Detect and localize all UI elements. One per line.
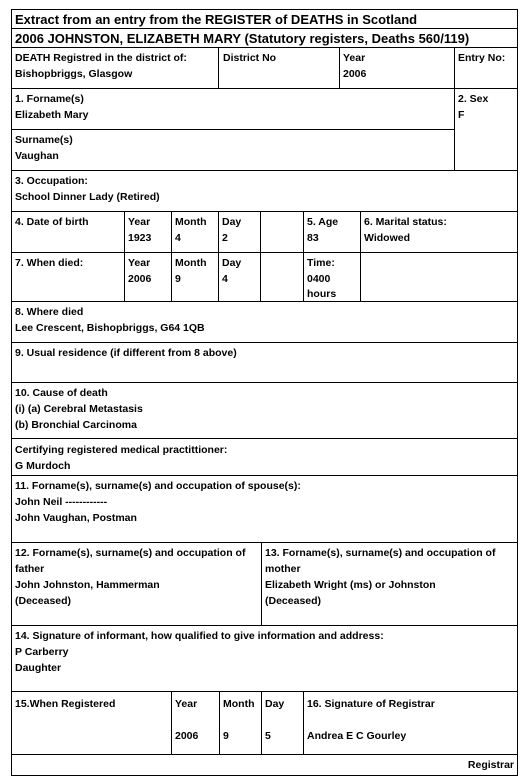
where-died-cell bbox=[11, 301, 518, 343]
time-cell bbox=[303, 252, 361, 302]
surname-label: Surname(s) bbox=[15, 134, 73, 146]
birth-month-value: 4 bbox=[175, 232, 181, 244]
registered-month-value: 9 bbox=[223, 730, 229, 742]
document-title: Extract from an entry from the REGISTER of DEATHS in Scotland bbox=[15, 12, 418, 27]
occupation-value: School Dinner Lady (Retired) bbox=[15, 191, 160, 203]
birth-label-cell bbox=[11, 211, 125, 253]
birth-year-value: 1923 bbox=[128, 232, 152, 244]
spouse-label: 11. Forname(s), surname(s) and occupation of spouse(s): bbox=[15, 480, 301, 492]
birth-year-cell bbox=[124, 211, 172, 253]
mother-label-line-2: mother bbox=[265, 563, 301, 575]
registered-day-label: Day bbox=[265, 698, 285, 710]
cause-label: 10. Cause of death bbox=[15, 387, 108, 399]
died-month-label: Month bbox=[175, 257, 207, 269]
marital-label: 6. Marital status: bbox=[364, 216, 447, 228]
died-month-value: 9 bbox=[175, 273, 181, 285]
birth-label: 4. Date of birth bbox=[15, 216, 89, 228]
cause-line-1: (i) (a) Cerebral Metastasis bbox=[15, 403, 143, 415]
registrar-name: Andrea E C Gourley bbox=[307, 730, 407, 742]
forename-label: 1. Forname(s) bbox=[15, 93, 84, 105]
died-year-value: 2006 bbox=[128, 273, 152, 285]
birth-month-label: Month bbox=[175, 216, 207, 228]
district-label: DEATH Registred in the district of: bbox=[15, 52, 187, 64]
mother-label-line-1: 13. Forname(s), surname(s) and occupation of bbox=[265, 547, 496, 559]
birth-day-value: 2 bbox=[222, 232, 228, 244]
residence-label: 9. Usual residence (if different from 8 above) bbox=[15, 347, 237, 359]
registrar-footer: Registrar bbox=[467, 759, 514, 771]
registered-month-label: Month bbox=[223, 698, 255, 710]
registered-year-value: 2006 bbox=[175, 730, 199, 742]
where-died-label: 8. Where died bbox=[15, 306, 84, 318]
mother-line-2: (Deceased) bbox=[265, 595, 322, 607]
occupation-label: 3. Occupation: bbox=[15, 175, 88, 187]
marital-cell bbox=[360, 211, 518, 253]
time-unit: hours bbox=[307, 288, 337, 300]
died-label: 7. When died: bbox=[15, 257, 84, 269]
registrar-signature-cell bbox=[303, 691, 518, 755]
died-day-label: Day bbox=[222, 257, 242, 269]
registered-day-cell bbox=[261, 691, 304, 755]
registered-label-cell bbox=[11, 691, 172, 755]
mother-line-1: Elizabeth Wright (ms) or Johnston bbox=[265, 579, 436, 591]
district-no-label: District No bbox=[223, 52, 277, 64]
reg-year-label: Year bbox=[343, 52, 366, 64]
forename-cell bbox=[11, 88, 455, 130]
died-day-value: 4 bbox=[222, 273, 228, 285]
time-label: Time: bbox=[307, 257, 335, 269]
registered-label: 15.When Registered bbox=[15, 698, 116, 710]
birth-month-cell bbox=[171, 211, 219, 253]
registrar-label: 16. Signature of Registrar bbox=[307, 698, 435, 710]
cause-line-2: (b) Bronchial Carcinoma bbox=[15, 419, 137, 431]
marital-value: Widowed bbox=[364, 232, 410, 244]
residence-cell bbox=[11, 342, 518, 383]
registered-year-label: Year bbox=[175, 698, 198, 710]
father-label-line-2: father bbox=[15, 563, 45, 575]
birth-day-label: Day bbox=[222, 216, 242, 228]
surname-value: Vaughan bbox=[15, 150, 59, 162]
father-cell bbox=[11, 542, 262, 626]
registered-month-cell bbox=[219, 691, 262, 755]
where-died-value: Lee Crescent, Bishopbriggs, G64 1QB bbox=[15, 322, 205, 334]
died-month-cell bbox=[171, 252, 219, 302]
registered-day-value: 5 bbox=[265, 730, 271, 742]
died-blank-cell bbox=[260, 252, 304, 302]
sex-cell bbox=[454, 88, 518, 171]
certifying-value: G Murdoch bbox=[15, 460, 71, 472]
sex-label: 2. Sex bbox=[458, 93, 489, 105]
certifying-label: Certifying registered medical practittioner: bbox=[15, 444, 228, 456]
entry-no-cell bbox=[454, 47, 518, 89]
father-line-1: John Johnston, Hammerman bbox=[15, 579, 160, 591]
birth-blank-cell bbox=[260, 211, 304, 253]
reg-year-cell bbox=[339, 47, 455, 89]
mother-cell bbox=[261, 542, 518, 626]
document-subtitle: 2006 JOHNSTON, ELIZABETH MARY (Statutory registers, Deaths 560/119) bbox=[15, 31, 470, 46]
father-label-line-1: 12. Forname(s), surname(s) and occupation of bbox=[15, 547, 246, 559]
time-value: 0400 bbox=[307, 273, 331, 285]
certifying-cell bbox=[11, 438, 518, 476]
reg-year-value: 2006 bbox=[343, 68, 367, 80]
died-day-cell bbox=[218, 252, 261, 302]
age-value: 83 bbox=[307, 232, 319, 244]
cause-cell bbox=[11, 382, 518, 439]
district-no-cell bbox=[218, 47, 340, 89]
district-value: Bishopbriggs, Glasgow bbox=[15, 68, 133, 80]
registrar-footer-cell bbox=[11, 754, 518, 776]
document-title-cell bbox=[11, 9, 518, 29]
entry-no-label: Entry No: bbox=[458, 52, 506, 64]
informant-line-1: P Carberry bbox=[15, 646, 69, 658]
informant-label: 14. Signature of informant, how qualified to give information and address: bbox=[15, 630, 384, 642]
document-subtitle-cell bbox=[11, 28, 518, 48]
spouse-cell bbox=[11, 475, 518, 543]
surname-cell bbox=[11, 129, 455, 171]
district-cell bbox=[11, 47, 219, 89]
age-label: 5. Age bbox=[307, 216, 339, 228]
father-line-2: (Deceased) bbox=[15, 595, 72, 607]
died-right-blank-cell bbox=[360, 252, 518, 302]
died-year-label: Year bbox=[128, 257, 151, 269]
registered-year-cell bbox=[171, 691, 220, 755]
forename-value: Elizabeth Mary bbox=[15, 109, 89, 121]
spouse-line-2: John Vaughan, Postman bbox=[15, 512, 137, 524]
spouse-line-1: John Neil ------------ bbox=[15, 496, 108, 508]
informant-cell bbox=[11, 625, 518, 692]
sex-value: F bbox=[458, 109, 465, 121]
occupation-cell bbox=[11, 170, 518, 212]
died-year-cell bbox=[124, 252, 172, 302]
birth-day-cell bbox=[218, 211, 261, 253]
died-label-cell bbox=[11, 252, 125, 302]
informant-line-2: Daughter bbox=[15, 662, 62, 674]
birth-year-label: Year bbox=[128, 216, 151, 228]
age-cell bbox=[303, 211, 361, 253]
